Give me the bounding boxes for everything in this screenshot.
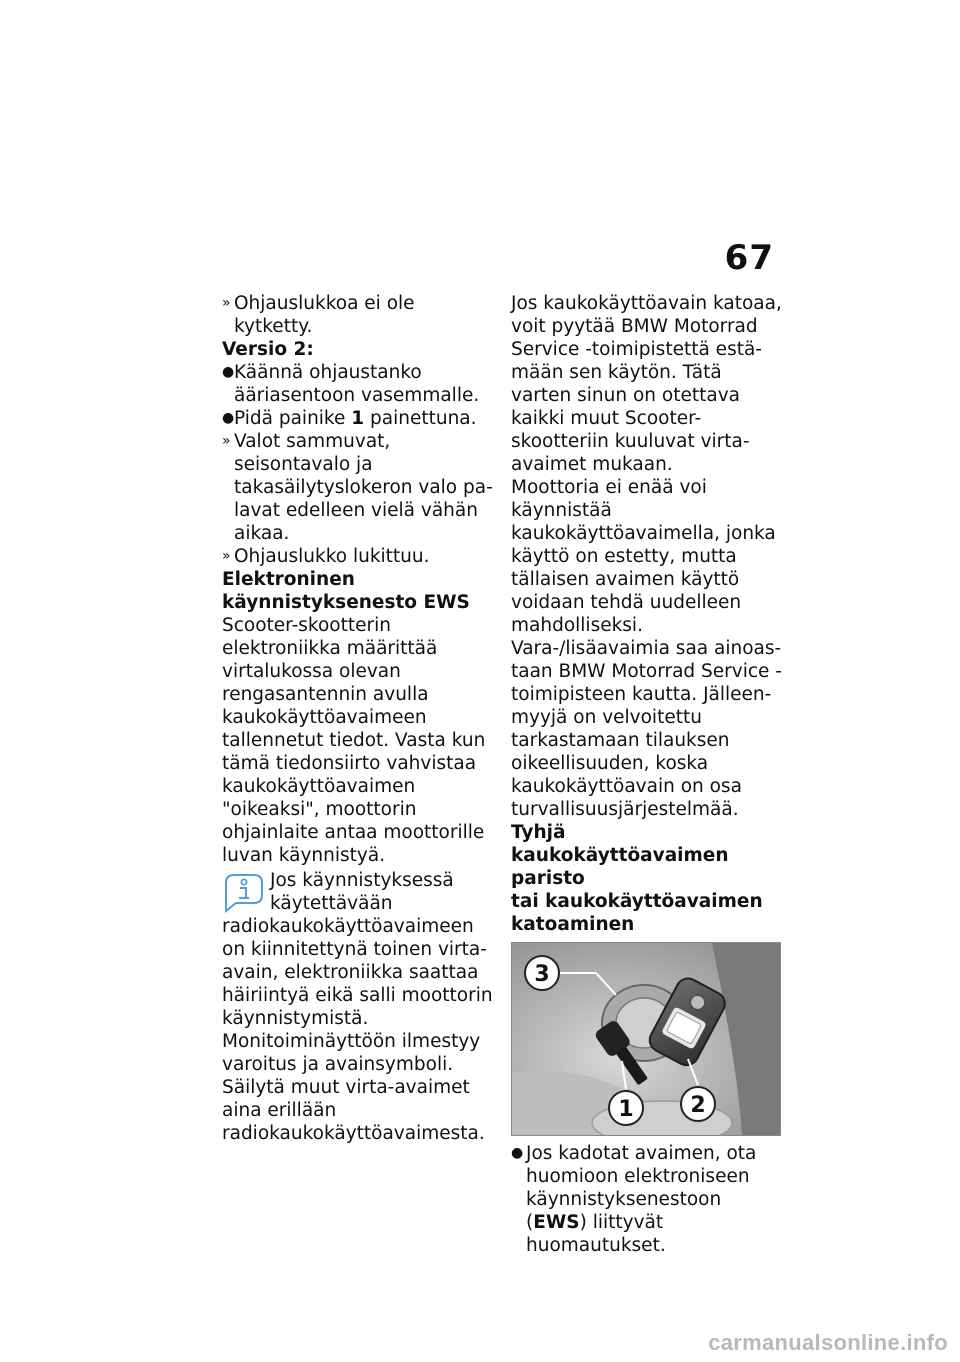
step-item: ● Käännä ohjaustanko ääriasentoon vasemmalle. <box>222 362 480 406</box>
button-reference: 1 <box>351 408 365 429</box>
result-arrow-icon: » <box>222 433 231 449</box>
svg-text:1: 1 <box>618 1097 634 1122</box>
storage-paragraph: Säilytä muut virta-avaimet aina erillään radiokaukokäyttöavaimesta. <box>222 1077 485 1144</box>
result-item: » Ohjauslukko lukittuu. <box>222 546 430 567</box>
key-figure <box>511 942 781 1136</box>
section-heading-ews: Elektroninen käynnistyksenesto EWS <box>222 569 470 613</box>
section-heading-battery: Tyhjä kaukokäyttöavaimen paristo tai kaukokäyttöavaimen katoaminen <box>511 822 763 935</box>
watermark: carmanualsonline.info <box>708 1330 948 1355</box>
step-item: ● Jos kadotat avaimen, ota huomioon elektroniseen käynnistyksenestoon (EWS) liittyvät huomautukset. <box>511 1143 757 1256</box>
spare-keys-paragraph: Vara-/lisäavaimia saa ainoastaan BMW Motorrad Service -toimipisteen kautta. Jälleenmyyjä on velvoitettu tarkastamaan tilauksen oikeellisuuden, koska kaukokäyttöavain on osa turvallisuusjärjestelmää. <box>511 638 782 820</box>
bullet-icon: ● <box>511 1145 524 1161</box>
bullet-icon: ● <box>222 410 235 426</box>
lost-key-paragraph: Jos kaukokäyttöavain katoaa, voit pyytää BMW Motorrad Service -toimipistettä estämään sen käytön. Tätä varten sinun on otettava kaikki muut Scooter-skootteriin kuuluvat virta-avaimet mukaan. <box>511 293 782 475</box>
disabled-key-paragraph: Moottoria ei enää voi käynnistää kaukokäyttöavaimella, jonka käyttö on estetty, mutta tällaisen avaimen käyttö voidaan tehdä uudelleen mahdolliseksi. <box>511 477 776 636</box>
key-illustration <box>512 943 780 1135</box>
ews-paragraph: Scooter-skootterin elektroniikka määrittää virtalukossa olevan rengasantennin avulla kaukokäyttöavaimeen tallennetut tiedot. Vasta kun tämä tiedonsiirto vahvistaa kaukokäyttöavaimen "oikeaksi", moottorin ohjainlaite antaa moottorille luvan käynnistyä. <box>222 615 486 866</box>
left-column <box>222 292 494 1145</box>
ews-reference: EWS <box>533 1212 580 1233</box>
result-arrow-icon: » <box>222 295 231 311</box>
page-number: 67 <box>724 238 774 278</box>
svg-text:2: 2 <box>690 1093 706 1118</box>
result-arrow-icon: » <box>222 548 231 564</box>
callout-1 <box>609 1091 643 1125</box>
step-item: ● Pidä painike 1 painettuna. <box>222 408 477 429</box>
info-note: Jos käynnistyksessä käytettävään radiokaukokäyttöavaimeen on kiinnitettynä toinen virta-avain, elektroniikka saattaa häiriintyä eikä salli moottorin käynnistymistä. Monitoiminäyttöön ilmestyy varoitus ja avainsymboli. <box>222 870 493 1075</box>
svg-text:3: 3 <box>534 962 550 987</box>
version-heading: Versio 2: <box>222 339 314 360</box>
callout-2 <box>681 1087 715 1121</box>
info-icon <box>222 871 266 915</box>
result-item: » Valot sammuvat, seisontavalo ja takasäilytyslokeron valo palavat edelleen vielä vähän aikaa. <box>222 431 493 544</box>
callout-3 <box>525 956 559 990</box>
bullet-icon: ● <box>222 364 235 380</box>
result-item: » Ohjauslukkoa ei ole kytketty. <box>222 293 415 337</box>
right-column <box>511 292 783 1257</box>
